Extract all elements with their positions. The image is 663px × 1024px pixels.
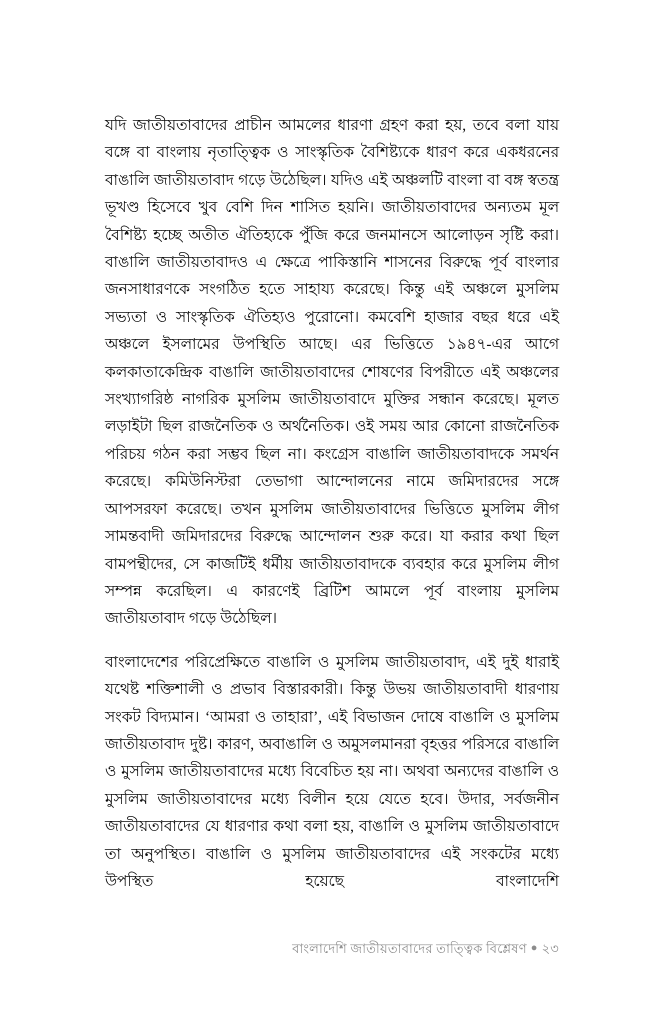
footer-page-number: ২৩: [541, 941, 559, 956]
page-footer: [105, 938, 559, 959]
body-text-column: [105, 112, 559, 895]
footer-running-title: বাংলাদেশি জাতীয়তাবাদের তাত্ত্বিক বিশ্লেষণ: [292, 941, 527, 956]
body-paragraph-2: বাংলাদেশের পরিপ্রেক্ষিতে বাঙালি ও মুসলিম জাতীয়তাবাদ, এই দুই ধারাই যথেষ্ট শক্তিশালী ও প্রভাব বিস্তারকারী। কিন্তু উভয় জাতীয়তাবাদী ধারণায় সংকট বিদ্যমান। ‘আমরা ও তাহারা’, এই বিভাজন দোষে বাঙালি ও মুসলিম জাতীয়তাবাদ দুষ্ট। কারণ, অবাঙালি ও অমুসলমানরা বৃহত্তর পরিসরে বাঙালি ও মুসলিম জাতীয়তাবাদের মধ্যে বিবেচিত হয় না। অথবা অন্যদের বাঙালি ও মুসলিম জাতীয়তাবাদের মধ্যে বিলীন হয়ে যেতে হবে। উদার, সর্বজনীন জাতীয়তাবাদের যে ধারণার কথা বলা হয়, বাঙালি ও মুসলিম জাতীয়তাবাদে তা অনুপস্থিত। বাঙালি ও মুসলিম জাতীয়তাবাদের এই সংকটের মধ্যে উপস্থিত হয়েছে বাংলাদেশি: [105, 653, 559, 890]
body-paragraph-1: যদি জাতীয়তাবাদের প্রাচীন আমলের ধারণা গ্রহণ করা হয়, তবে বলা যায় বঙ্গে বা বাংলায় নৃতাত্ত্বিক ও সাংস্কৃতিক বৈশিষ্ট্যকে ধারণ করে একধরনের বাঙালি জাতীয়তাবাদ গড়ে উঠেছিল। যদিও এই অঞ্চলটি বাংলা বা বঙ্গ স্বতন্ত্র ভূখণ্ড হিসেবে খুব বেশি দিন শাসিত হয়নি। জাতীয়তাবাদের অন্যতম মূল বৈশিষ্ট্য হচ্ছে অতীত ঐতিহ্যকে পুঁজি করে জনমানসে আলোড়ন সৃষ্টি করা। বাঙালি জাতীয়তাবাদও এ ক্ষেত্রে পাকিস্তানি শাসনের বিরুদ্ধে পূর্ব বাংলার জনসাধারণকে সংগঠিত হতে সাহায্য করেছে। কিন্তু এই অঞ্চলে মুসলিম সভ্যতা ও সাংস্কৃতিক ঐতিহ্যও পুরোনো। কমবেশি হাজার বছর ধরে এই অঞ্চলে ইসলামের উপস্থিতি আছে। এর ভিত্তিতে ১৯৪৭-এর আগে কলকাতাকেন্দ্রিক বাঙালি জাতীয়তাবাদের শোষণের বিপরীতে এই অঞ্চলের সংখ্যাগরিষ্ঠ নাগরিক মুসলিম জাতীয়তাবাদে মুক্তির সন্ধান করেছে। মূলত লড়াইটা ছিল রাজনৈতিক ও অর্থনৈতিক। ওই সময় আর কোনো রাজনৈতিক পরিচয় গঠন করা সম্ভব ছিল না। কংগ্রেস বাঙালি জাতীয়তাবাদকে সমর্থন করেছে। কমিউনিস্টরা তেভাগা আন্দোলনের নামে জমিদারদের সঙ্গে আপসরফা করেছে। তখন মুসলিম জাতীয়তাবাদের ভিত্তিতে মুসলিম লীগ সামন্তবাদী জমিদারদের বিরুদ্ধে আন্দোলন শুরু করে। যা করার কথা ছিল বামপন্থীদের, সে কাজটিই ধর্মীয় জাতীয়তাবাদকে ব্যবহার করে মুসলিম লীগ সম্পন্ন করেছিল। এ কারণেই ব্রিটিশ আমলে পূর্ব বাংলায় মুসলিম জাতীয়তাবাদ গড়ে উঠেছিল।: [105, 117, 559, 628]
footer-separator-bullet: ●: [530, 942, 538, 954]
